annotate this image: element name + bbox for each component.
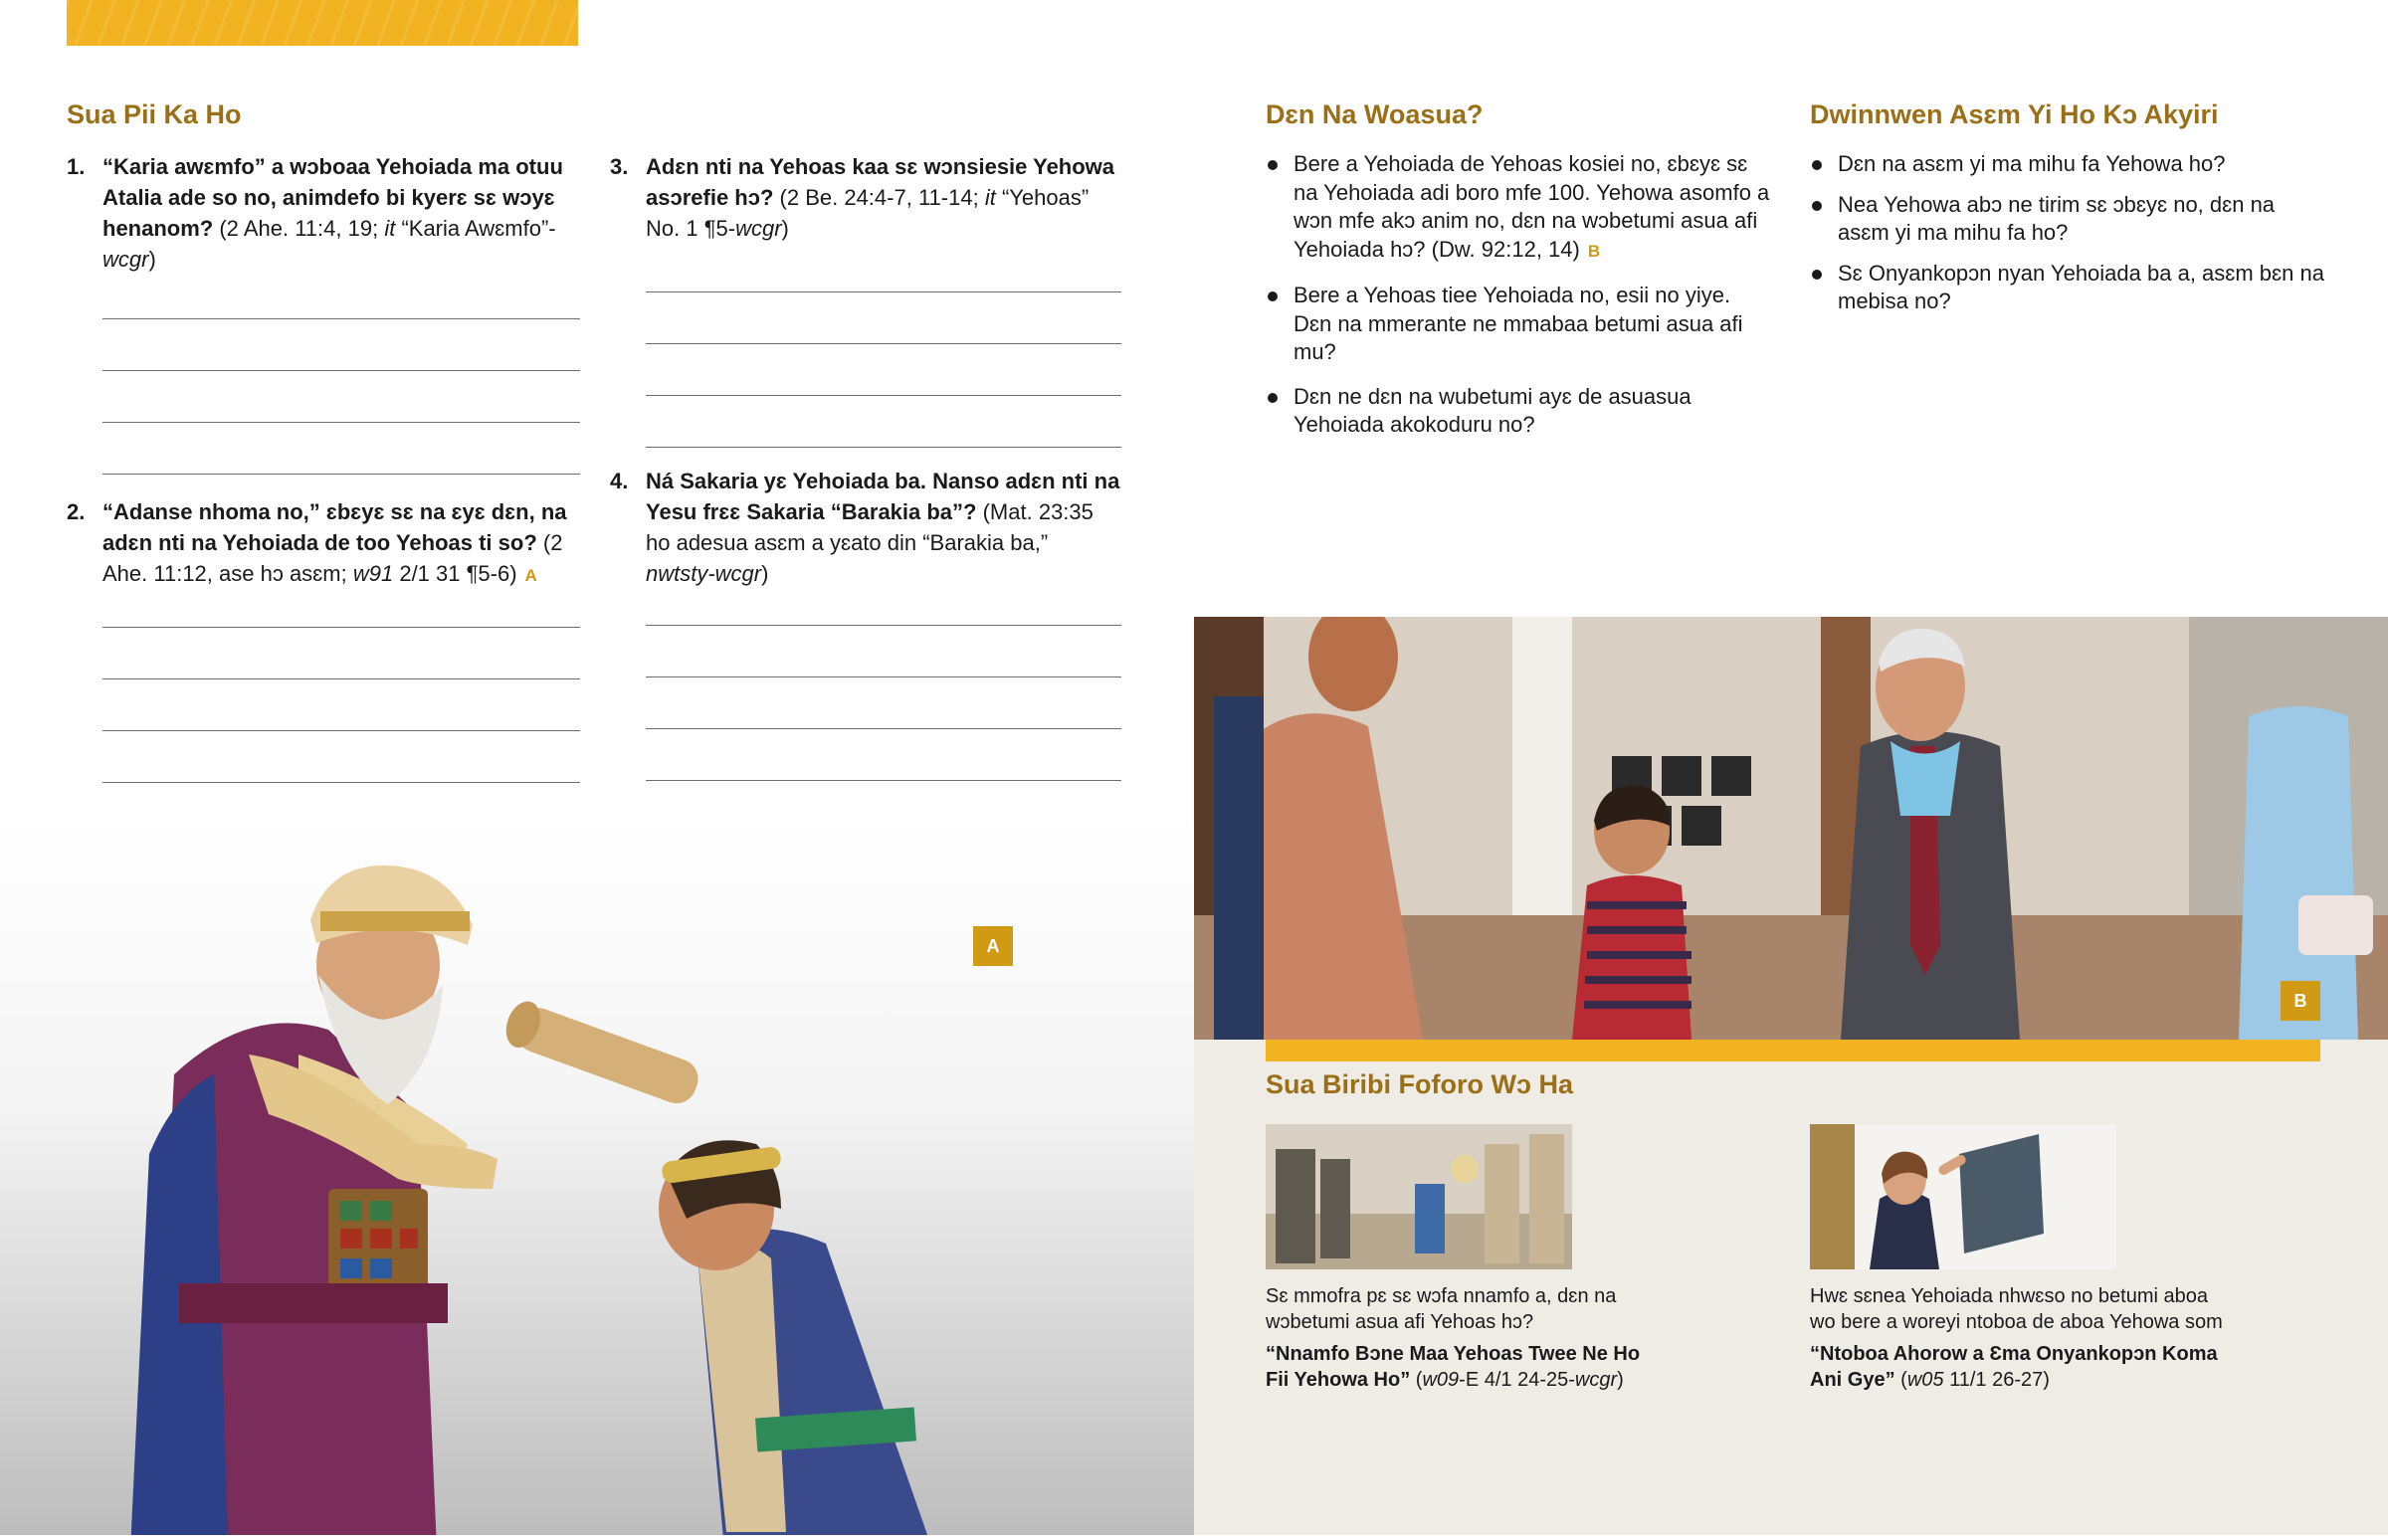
question-ref-italic-2: wcgr bbox=[102, 247, 149, 272]
section-heading-den-na-woasua: Dɛn Na Woasua? bbox=[1266, 99, 1484, 129]
answer-line[interactable] bbox=[102, 422, 580, 423]
list-item: Nea Yehowa abɔ ne tirim sɛ ɔbɛyɛ no, dɛn na asɛm yi ma mihu fa ho? bbox=[1810, 191, 2327, 248]
answer-line[interactable] bbox=[102, 678, 580, 679]
question-ref-italic: nwtsty-wcgr bbox=[646, 561, 762, 586]
thumbnail-2[interactable] bbox=[1810, 1124, 2116, 1269]
question-ref: (2 Ahe. 11:12, ase hɔ asɛm; bbox=[102, 530, 563, 586]
resource-title[interactable]: “Nnamfo Bɔne Maa Yehoas Twee Ne Ho Fii Yehowa Ho” bbox=[1266, 1343, 1641, 1391]
answer-lines[interactable] bbox=[102, 627, 580, 783]
resource-title[interactable]: “Ntoboa Ahorow a Ɛma Onyankopɔn Koma Ani Gye” bbox=[1810, 1343, 2218, 1391]
question-ref: (Mat. 23:35 ho adesua asɛm a yɛato din “Barakia ba,” bbox=[646, 499, 1094, 555]
resource-link[interactable]: “Ntoboa Ahorow a Ɛma Onyankopɔn Koma Ani Gye” (w05 11/1 26-27) bbox=[1810, 1343, 2218, 1391]
image-label-a: A bbox=[973, 926, 1013, 966]
list-item: Bere a Yehoas tiee Yehoiada no, esii no yiye. Dɛn na mmerante ne mmabaa betumi asua afi mu? bbox=[1266, 282, 1773, 367]
answer-line[interactable] bbox=[102, 782, 580, 783]
list-item: Dɛn na asɛm yi ma mihu fa Yehowa ho? bbox=[1810, 150, 2327, 179]
question-ref-2: “Karia Awɛmfo”- bbox=[401, 216, 556, 241]
crowd-illustration bbox=[1266, 1124, 1572, 1269]
question-ref-3: ) bbox=[761, 561, 769, 586]
question-ref-italic: it bbox=[384, 216, 396, 241]
answer-line[interactable] bbox=[646, 343, 1121, 344]
priest-and-boy-illustration bbox=[0, 816, 1194, 1535]
list-item: Bere a Yehoiada de Yehoas kosiei no, ɛbɛyɛ sɛ na Yehoiada adi boro mfe 100. Yehowa asomfo a wɔn mfe akɔ anim no, dɛn na wɔbetumi asua afi Yehoiada hɔ? (Dw. 92:12, 14) B bbox=[1266, 150, 1773, 266]
image-ref-letter: A bbox=[524, 566, 537, 585]
answer-lines[interactable] bbox=[102, 318, 580, 475]
girl-donation-box-illustration bbox=[1810, 1124, 2116, 1269]
top-decorative-bar bbox=[67, 0, 578, 46]
answer-line[interactable] bbox=[646, 447, 1121, 448]
question-2 bbox=[67, 496, 580, 783]
question-ref-italic-2: wcgr bbox=[735, 216, 782, 241]
question-number: 1. bbox=[67, 154, 86, 179]
question-3 bbox=[610, 151, 1121, 448]
resource-link[interactable]: “Nnamfo Bɔne Maa Yehoas Twee Ne Ho Fii Yehowa Ho” (w09-E 4/1 24-25-wcgr) bbox=[1266, 1343, 1641, 1391]
question-ref-3: ) bbox=[781, 216, 789, 241]
question-text: Ná Sakaria yɛ Yehoiada ba. Nanso adɛn nti na Yesu frɛɛ Sakaria “Barakia ba”? bbox=[646, 469, 1120, 524]
question-text: “Karia awɛmfo” a wɔboaa Yehoiada ma otuu Atalia ade so no, animdefo bi kyerɛ sɛ wɔyɛ henanom? bbox=[102, 154, 563, 241]
answer-line[interactable] bbox=[102, 474, 580, 475]
answer-line[interactable] bbox=[102, 370, 580, 371]
lessons-list bbox=[1266, 150, 1773, 452]
resource-description: Hwɛ sɛnea Yehoiada nhwɛso no betumi aboa wo bere a woreyi ntoboa de aboa Yehowa som bbox=[1810, 1285, 2223, 1333]
list-item: Dɛn ne dɛn na wubetumi ayɛ de asuasua Yehoiada akokoduru no? bbox=[1266, 383, 1773, 440]
question-number: 4. bbox=[610, 469, 629, 493]
answer-line[interactable] bbox=[646, 676, 1121, 677]
question-1 bbox=[67, 151, 580, 475]
answer-line[interactable] bbox=[102, 730, 580, 731]
resource-description: Sɛ mmofra pɛ sɛ wɔfa nnamfo a, dɛn na wɔbetumi asua afi Yehoas hɔ? bbox=[1266, 1285, 1617, 1333]
question-text: “Adanse nhoma no,” ɛbɛyɛ sɛ na ɛyɛ dɛn, na adɛn nti na Yehoiada de too Yehoas ti so? bbox=[102, 499, 567, 555]
congregation-greeting-photo bbox=[1194, 617, 2388, 1040]
question-ref-3: ) bbox=[148, 247, 156, 272]
answer-line[interactable] bbox=[646, 625, 1121, 626]
section-heading-dwinnwen: Dwinnwen Asɛm Yi Ho Kɔ Akyiri bbox=[1810, 99, 2219, 129]
illustration-a bbox=[0, 816, 1194, 1535]
question-number: 2. bbox=[67, 499, 86, 524]
question-ref-italic: it bbox=[984, 185, 996, 210]
list-item: Sɛ Onyankopɔn nyan Yehoiada ba a, asɛm bɛn na mebisa no? bbox=[1810, 260, 2327, 316]
reflection-list bbox=[1810, 150, 2327, 328]
photo-b bbox=[1194, 617, 2388, 1040]
question-number: 3. bbox=[610, 154, 629, 179]
question-ref-2: 2/1 31 ¶5-6) bbox=[399, 561, 517, 586]
image-label-b: B bbox=[2281, 981, 2320, 1021]
answer-line[interactable] bbox=[102, 627, 580, 628]
answer-line[interactable] bbox=[646, 728, 1121, 729]
answer-line[interactable] bbox=[646, 395, 1121, 396]
resource-caption-2 bbox=[1810, 1283, 2238, 1393]
resource-caption-1 bbox=[1266, 1283, 1664, 1393]
answer-line[interactable] bbox=[646, 291, 1121, 292]
question-ref: (2 Be. 24:4-7, 11-14; bbox=[779, 185, 979, 210]
question-ref-2: “Yehoas” No. 1 ¶5- bbox=[646, 185, 1090, 241]
answer-line[interactable] bbox=[102, 318, 580, 319]
image-ref-letter: B bbox=[1587, 241, 1601, 261]
answer-lines[interactable] bbox=[646, 291, 1121, 448]
question-ref: (2 Ahe. 11:4, 19; bbox=[219, 216, 379, 241]
question-text: Adɛn nti na Yehoas kaa sɛ wɔnsiesie Yehowa asɔrefie hɔ? bbox=[646, 154, 1115, 210]
thumbnail-1[interactable] bbox=[1266, 1124, 1572, 1269]
section-heading-sua-pii: Sua Pii Ka Ho bbox=[67, 99, 242, 129]
more-section-accent-bar bbox=[1266, 1040, 2320, 1061]
question-4 bbox=[610, 466, 1121, 781]
section-heading-sua-biribi: Sua Biribi Foforo Wɔ Ha bbox=[1266, 1069, 1574, 1099]
answer-line[interactable] bbox=[646, 780, 1121, 781]
answer-lines[interactable] bbox=[646, 625, 1121, 781]
question-ref-italic: w91 bbox=[352, 561, 394, 586]
